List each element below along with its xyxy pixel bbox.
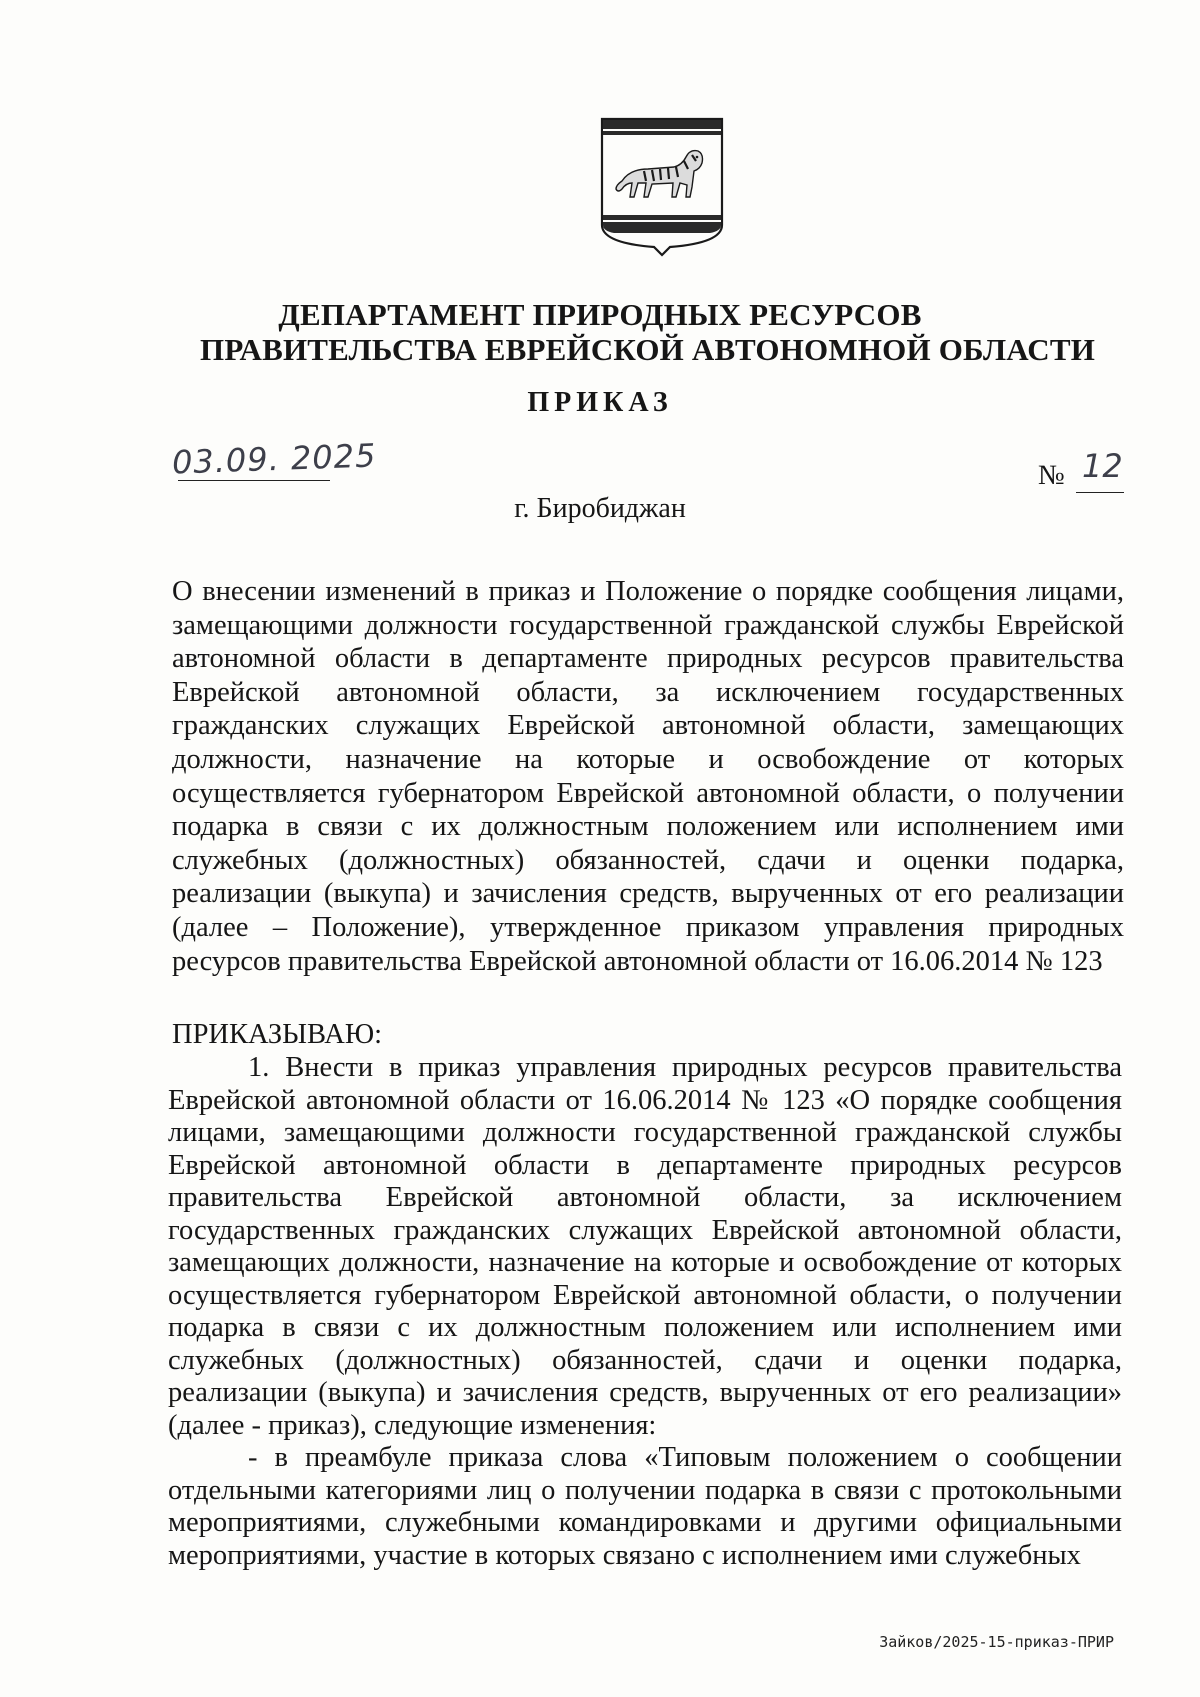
city: г. Биробиджан [514,493,686,524]
handwritten-date: 03.09. 2025 [171,436,377,482]
document-type: ПРИКАЗ [527,387,673,418]
handwritten-number: 12 [1082,447,1123,485]
paragraph-2: - в преамбуле приказа слова «Типовым положением о сообщении отдельными категориями лиц о получении подарка в связи с протокольными мероприятиями, служебными командировками и другими официальными мероприятиями, участие в которых связано с исполнением ими служебных [168,1442,1122,1571]
coat-of-arms-tiger-icon [600,117,724,257]
organization-name [200,297,1096,367]
number-label: № [1038,460,1065,491]
number-underline [1076,492,1124,493]
org-line-2: ПРАВИТЕЛЬСТВА ЕВРЕЙСКОЙ АВТОНОМНОЙ ОБЛАСТИ [200,332,1096,367]
paragraph-1: 1. Внести в приказ управления природных ресурсов правительства Еврейской автономной области от 16.06.2014 № 123 «О порядке сообщения лицами, замещающими должности государственной гражданской службы Еврейской автономной области в департаменте природных ресурсов правительства Еврейской автономной области, за исключением государственных гражданских служащих Еврейской автономной области, замещающих должности, назначение на которые и освобождение от которых осуществляется губернатором Еврейской автономной области, о получении подарка в связи с их должностным положением или исполнением ими служебных (должностных) обязанностей, сдачи и оценки подарка, реализации (выкупа) и зачисления средств, вырученных от его реализации» (далее - приказ), следующие изменения: [168,1052,1122,1441]
document-title: О внесении изменений в приказ и Положение о порядке сообщения лицами, замещающими должности государственной гражданской службы Еврейской автономной области в департаменте природных ресурсов правительства Еврейской автономной области, за исключением государственных гражданских служащих Еврейской автономной области, замещающих должности, назначение на которые и освобождение от которых осуществляется губернатором Еврейской автономной области, о получении подарка в связи с их должностным положением или исполнением ими служебных (должностных) обязанностей, сдачи и оценки подарка, реализации (выкупа) и зачисления средств, вырученных от его реализации (далее – Положение), утвержденное приказом управления природных ресурсов правительства Еврейской автономной области от 16.06.2014 № 123 [172,576,1124,977]
org-line-1: ДЕПАРТАМЕНТ ПРИРОДНЫХ РЕСУРСОВ [278,297,922,332]
date-underline [178,480,330,481]
footer-code: Зайков/2025-15-приказ-ПРИР [879,1633,1114,1651]
document-body [168,1052,1122,1572]
order-word: ПРИКАЗЫВАЮ: [172,1019,383,1050]
